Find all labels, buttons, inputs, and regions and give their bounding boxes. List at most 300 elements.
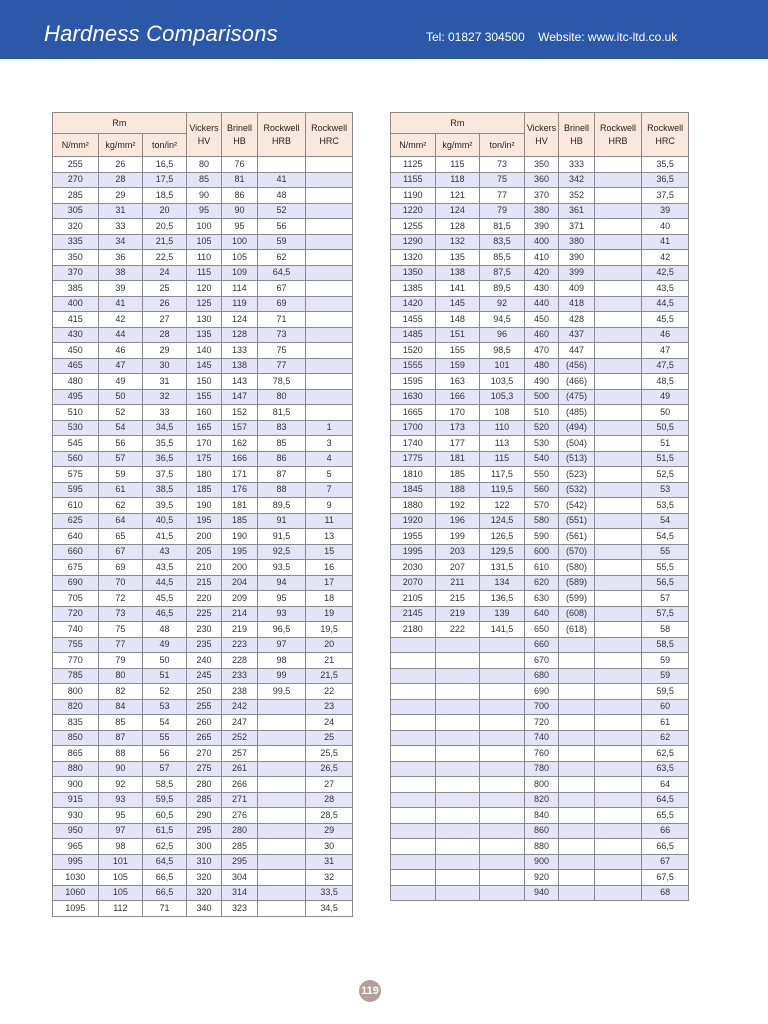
table-cell: 210 [186,560,221,576]
table-row [391,699,689,715]
table-cell: (504) [559,436,594,452]
table-cell [435,761,480,777]
table-cell: 17,5 [143,172,187,188]
table-cell: 595 [53,482,99,498]
table-cell: 280 [186,777,221,793]
table-cell: 95 [257,591,306,607]
table-cell: 1455 [391,312,436,328]
table-row [391,420,689,436]
table-cell: 34 [98,234,143,250]
table-cell: 52 [143,684,187,700]
table-cell: 335 [53,234,99,250]
table-cell: 125 [186,296,221,312]
table-cell: 30 [143,358,187,374]
table-cell [594,420,642,436]
table-cell: 930 [53,808,99,824]
table-cell [594,761,642,777]
table-cell: 58,5 [143,777,187,793]
table-cell: 62 [257,250,306,266]
table-cell: 27 [306,777,353,793]
table-cell: 390 [524,219,558,235]
table-cell: 245 [186,668,221,684]
table-cell [391,653,436,669]
table-cell: 50 [642,405,689,421]
table-cell: 122 [480,498,525,514]
table-cell [480,792,525,808]
table-cell: 305 [53,203,99,219]
table-cell: 32 [306,870,353,886]
table-cell: 1880 [391,498,436,514]
table-cell [594,405,642,421]
header-brinell: Brinell HB [559,113,594,157]
header-rockwell-hrc: Rockwell HRC [642,113,689,157]
table-cell: 705 [53,591,99,607]
header-kg-mm2: kg/mm² [435,134,480,157]
table-row [53,467,353,483]
table-row [53,498,353,514]
table-cell: 940 [524,885,558,901]
table-cell: 190 [222,529,257,545]
table-cell: 400 [53,296,99,312]
table-cell: 108 [480,405,525,421]
table-cell [435,668,480,684]
table-cell [594,296,642,312]
table-row [391,777,689,793]
table-cell [306,405,353,421]
table-cell: 865 [53,746,99,762]
table-cell: 51 [143,668,187,684]
table-cell: 98 [257,653,306,669]
table-cell: 660 [524,637,558,653]
table-row [53,668,353,684]
table-cell [480,746,525,762]
table-cell: 33 [143,405,187,421]
table-cell: 690 [524,684,558,700]
table-row [391,653,689,669]
table-row [391,265,689,281]
table-cell: 90 [98,761,143,777]
table-cell [435,870,480,886]
table-cell: 880 [524,839,558,855]
table-row [391,234,689,250]
table-cell: 340 [186,901,221,917]
table-cell: 266 [222,777,257,793]
table-cell [594,746,642,762]
table-cell [594,188,642,204]
table-cell: 19,5 [306,622,353,638]
table-row [391,312,689,328]
table-cell: 54 [143,715,187,731]
table-cell: 80 [98,668,143,684]
table-cell [480,730,525,746]
table-cell [257,839,306,855]
table-cell: 755 [53,637,99,653]
table-cell: 77 [98,637,143,653]
table-cell [257,792,306,808]
table-row [391,529,689,545]
table-cell [480,839,525,855]
table-cell [559,777,594,793]
table-row [53,808,353,824]
table-row [53,157,353,173]
table-cell: 118 [435,172,480,188]
table-cell [559,684,594,700]
header-rockwell-hrb: Rockwell HRB [594,113,642,157]
table-cell: 32 [143,389,187,405]
table-cell: 350 [524,157,558,173]
table-cell: 13 [306,529,353,545]
table-cell [559,715,594,731]
table-cell: 70 [98,575,143,591]
table-cell: 90 [222,203,257,219]
table-row [53,653,353,669]
table-cell: 310 [186,854,221,870]
table-cell: 41,5 [143,529,187,545]
table-cell: (608) [559,606,594,622]
table-cell [306,250,353,266]
table-cell: 220 [186,591,221,607]
table-cell: 64 [98,513,143,529]
table-cell: 176 [222,482,257,498]
table-cell: 740 [53,622,99,638]
table-cell: 192 [435,498,480,514]
header-rm: Rm [391,113,525,134]
table-cell: 610 [53,498,99,514]
table-cell: 151 [435,327,480,343]
table-cell: 62,5 [143,839,187,855]
table-row [391,498,689,514]
table-cell [559,885,594,901]
table-row [391,482,689,498]
table-cell [306,343,353,359]
table-row [391,839,689,855]
table-cell: 155 [186,389,221,405]
table-cell: 1740 [391,436,436,452]
table-cell: 52,5 [642,467,689,483]
table-cell: 550 [524,467,558,483]
table-row [53,219,353,235]
table-cell: 96,5 [257,622,306,638]
table-cell: 98,5 [480,343,525,359]
website-link[interactable]: Website: www.itc-ltd.co.uk [538,30,678,44]
table-cell: 1290 [391,234,436,250]
table-cell: 87,5 [480,265,525,281]
table-cell: 625 [53,513,99,529]
table-cell: (485) [559,405,594,421]
table-row [53,575,353,591]
table-cell: 90 [186,188,221,204]
table-cell: 57 [98,451,143,467]
table-cell: 965 [53,839,99,855]
table-cell: 84 [98,699,143,715]
table-cell: 81 [222,172,257,188]
table-cell: 242 [222,699,257,715]
table-cell: 46 [642,327,689,343]
table-cell: 26,5 [306,761,353,777]
table-cell: 62 [642,730,689,746]
table-cell [480,777,525,793]
table-row [391,436,689,452]
header-vickers: Vickers HV [186,113,221,157]
table-row [53,374,353,390]
table-cell: (532) [559,482,594,498]
table-cell [594,730,642,746]
table-row [53,885,353,901]
table-cell: 181 [222,498,257,514]
table-cell: 60,5 [143,808,187,824]
table-cell: 177 [435,436,480,452]
table-cell: 915 [53,792,99,808]
table-cell: 36,5 [143,451,187,467]
table-cell: 1810 [391,467,436,483]
table-cell: 55 [143,730,187,746]
table-cell: 55,5 [642,560,689,576]
table-cell: 170 [186,436,221,452]
table-cell: 100 [222,234,257,250]
table-cell: 130 [186,312,221,328]
table-cell: 36,5 [642,172,689,188]
table-cell: 73 [98,606,143,622]
table-cell [306,374,353,390]
table-cell [435,730,480,746]
table-cell [391,854,436,870]
table-row [391,575,689,591]
table-cell: 1555 [391,358,436,374]
table-cell [594,839,642,855]
table-row [391,870,689,886]
header-n-mm2: N/mm² [391,134,436,157]
table-cell: 261 [222,761,257,777]
table-cell: 2070 [391,575,436,591]
table-cell: 800 [53,684,99,700]
table-row [53,234,353,250]
table-cell: 49 [143,637,187,653]
table-cell: 333 [559,157,594,173]
table-cell: 92,5 [257,544,306,560]
table-cell: 77 [480,188,525,204]
table-cell: 1095 [53,901,99,917]
table-cell: (542) [559,498,594,514]
table-cell: 1630 [391,389,436,405]
table-cell: 271 [222,792,257,808]
table-cell: 470 [524,343,558,359]
table-row [391,885,689,901]
table-cell: 86 [222,188,257,204]
table-cell: 47 [642,343,689,359]
table-cell: 57 [143,761,187,777]
table-cell [257,885,306,901]
table-cell: 52 [98,405,143,421]
table-cell [391,777,436,793]
table-cell [391,730,436,746]
table-cell: 119 [222,296,257,312]
table-cell [594,281,642,297]
table-cell: 700 [524,699,558,715]
table-cell: 380 [559,234,594,250]
table-cell: 165 [186,420,221,436]
table-cell: 342 [559,172,594,188]
table-row [391,684,689,700]
table-cell [594,358,642,374]
table-cell: 113 [480,436,525,452]
table-cell: 28,5 [306,808,353,824]
table-cell [306,172,353,188]
table-cell: 270 [186,746,221,762]
table-cell: 240 [186,653,221,669]
table-cell: 99,5 [257,684,306,700]
table-cell: 65,5 [642,808,689,824]
header-kg-mm2: kg/mm² [98,134,143,157]
table-cell: 110 [186,250,221,266]
table-cell: 105 [98,885,143,901]
table-cell: 132 [435,234,480,250]
table-cell [391,808,436,824]
table-cell: 820 [53,699,99,715]
table-cell: 640 [524,606,558,622]
table-cell: 65 [98,529,143,545]
table-cell: 29 [143,343,187,359]
table-cell: 1520 [391,343,436,359]
table-cell [594,312,642,328]
table-cell: 1420 [391,296,436,312]
table-cell: 15 [306,544,353,560]
table-row [391,467,689,483]
table-cell [594,854,642,870]
table-cell: 800 [524,777,558,793]
header-ton-in2: ton/in² [480,134,525,157]
table-cell: 1955 [391,529,436,545]
table-cell: 92 [480,296,525,312]
table-cell: 88 [98,746,143,762]
table-cell: 233 [222,668,257,684]
table-cell [594,622,642,638]
table-cell [257,823,306,839]
table-cell: 215 [435,591,480,607]
table-cell: 22 [306,684,353,700]
table-cell: 1030 [53,870,99,886]
table-cell: 56,5 [642,575,689,591]
table-cell: 82 [98,684,143,700]
table-cell: 185 [435,467,480,483]
table-cell: 495 [53,389,99,405]
table-cell: 252 [222,730,257,746]
table-cell: 27 [143,312,187,328]
table-row [391,761,689,777]
table-cell [480,653,525,669]
table-cell: (494) [559,420,594,436]
table-cell [480,808,525,824]
table-row [391,606,689,622]
table-cell: 48 [143,622,187,638]
table-cell: (561) [559,529,594,545]
table-row [53,901,353,917]
table-cell: 145 [186,358,221,374]
table-cell: 209 [222,591,257,607]
table-row [53,591,353,607]
table-cell: 740 [524,730,558,746]
table-cell: 320 [53,219,99,235]
table-cell: 2030 [391,560,436,576]
table-cell: 1595 [391,374,436,390]
table-cell: 40 [642,219,689,235]
table-cell [435,637,480,653]
table-cell [594,792,642,808]
table-row [391,622,689,638]
table-cell: 159 [435,358,480,374]
table-cell: 49 [642,389,689,405]
table-cell: 86 [257,451,306,467]
table-cell [594,513,642,529]
table-cell: 21,5 [306,668,353,684]
table-cell: 28 [98,172,143,188]
table-cell: 440 [524,296,558,312]
table-cell: 1665 [391,405,436,421]
table-cell: 770 [53,653,99,669]
table-cell: 41 [98,296,143,312]
table-cell: 73 [257,327,306,343]
table-cell [391,792,436,808]
table-cell: 2180 [391,622,436,638]
header-vickers: Vickers HV [524,113,558,157]
table-cell: 620 [524,575,558,591]
table-cell: 690 [53,575,99,591]
table-cell [594,637,642,653]
table-row [391,281,689,297]
table-cell [306,312,353,328]
table-cell: 415 [53,312,99,328]
table-cell [594,250,642,266]
table-cell: 81,5 [257,405,306,421]
table-cell: 276 [222,808,257,824]
table-cell: 171 [222,467,257,483]
table-cell: 43,5 [642,281,689,297]
table-cell: 59 [642,653,689,669]
header-rockwell-hrb: Rockwell HRB [257,113,306,157]
table-cell: 820 [524,792,558,808]
table-cell: 133 [222,343,257,359]
table-cell: 188 [435,482,480,498]
table-cell [594,374,642,390]
table-row [53,529,353,545]
table-row [53,436,353,452]
table-cell: 136,5 [480,591,525,607]
table-cell: 18,5 [143,188,187,204]
table-cell: 91 [257,513,306,529]
table-cell [435,684,480,700]
table-cell: 1220 [391,203,436,219]
table-cell: 59,5 [143,792,187,808]
table-cell: 58,5 [642,637,689,653]
table-cell [594,823,642,839]
table-cell: 21 [306,653,353,669]
table-cell: 56 [98,436,143,452]
table-cell: 230 [186,622,221,638]
table-cell: 93 [98,792,143,808]
table-cell [559,870,594,886]
table-cell: 410 [524,250,558,266]
table-cell: 143 [222,374,257,390]
table-cell: 540 [524,451,558,467]
table-cell [594,327,642,343]
table-row [391,405,689,421]
telephone: Tel: 01827 304500 [426,30,525,44]
table-cell: 49 [98,374,143,390]
table-cell: 1995 [391,544,436,560]
header-rm: Rm [53,113,187,134]
table-cell: 41 [642,234,689,250]
table-row [391,296,689,312]
table-cell: 91,5 [257,529,306,545]
